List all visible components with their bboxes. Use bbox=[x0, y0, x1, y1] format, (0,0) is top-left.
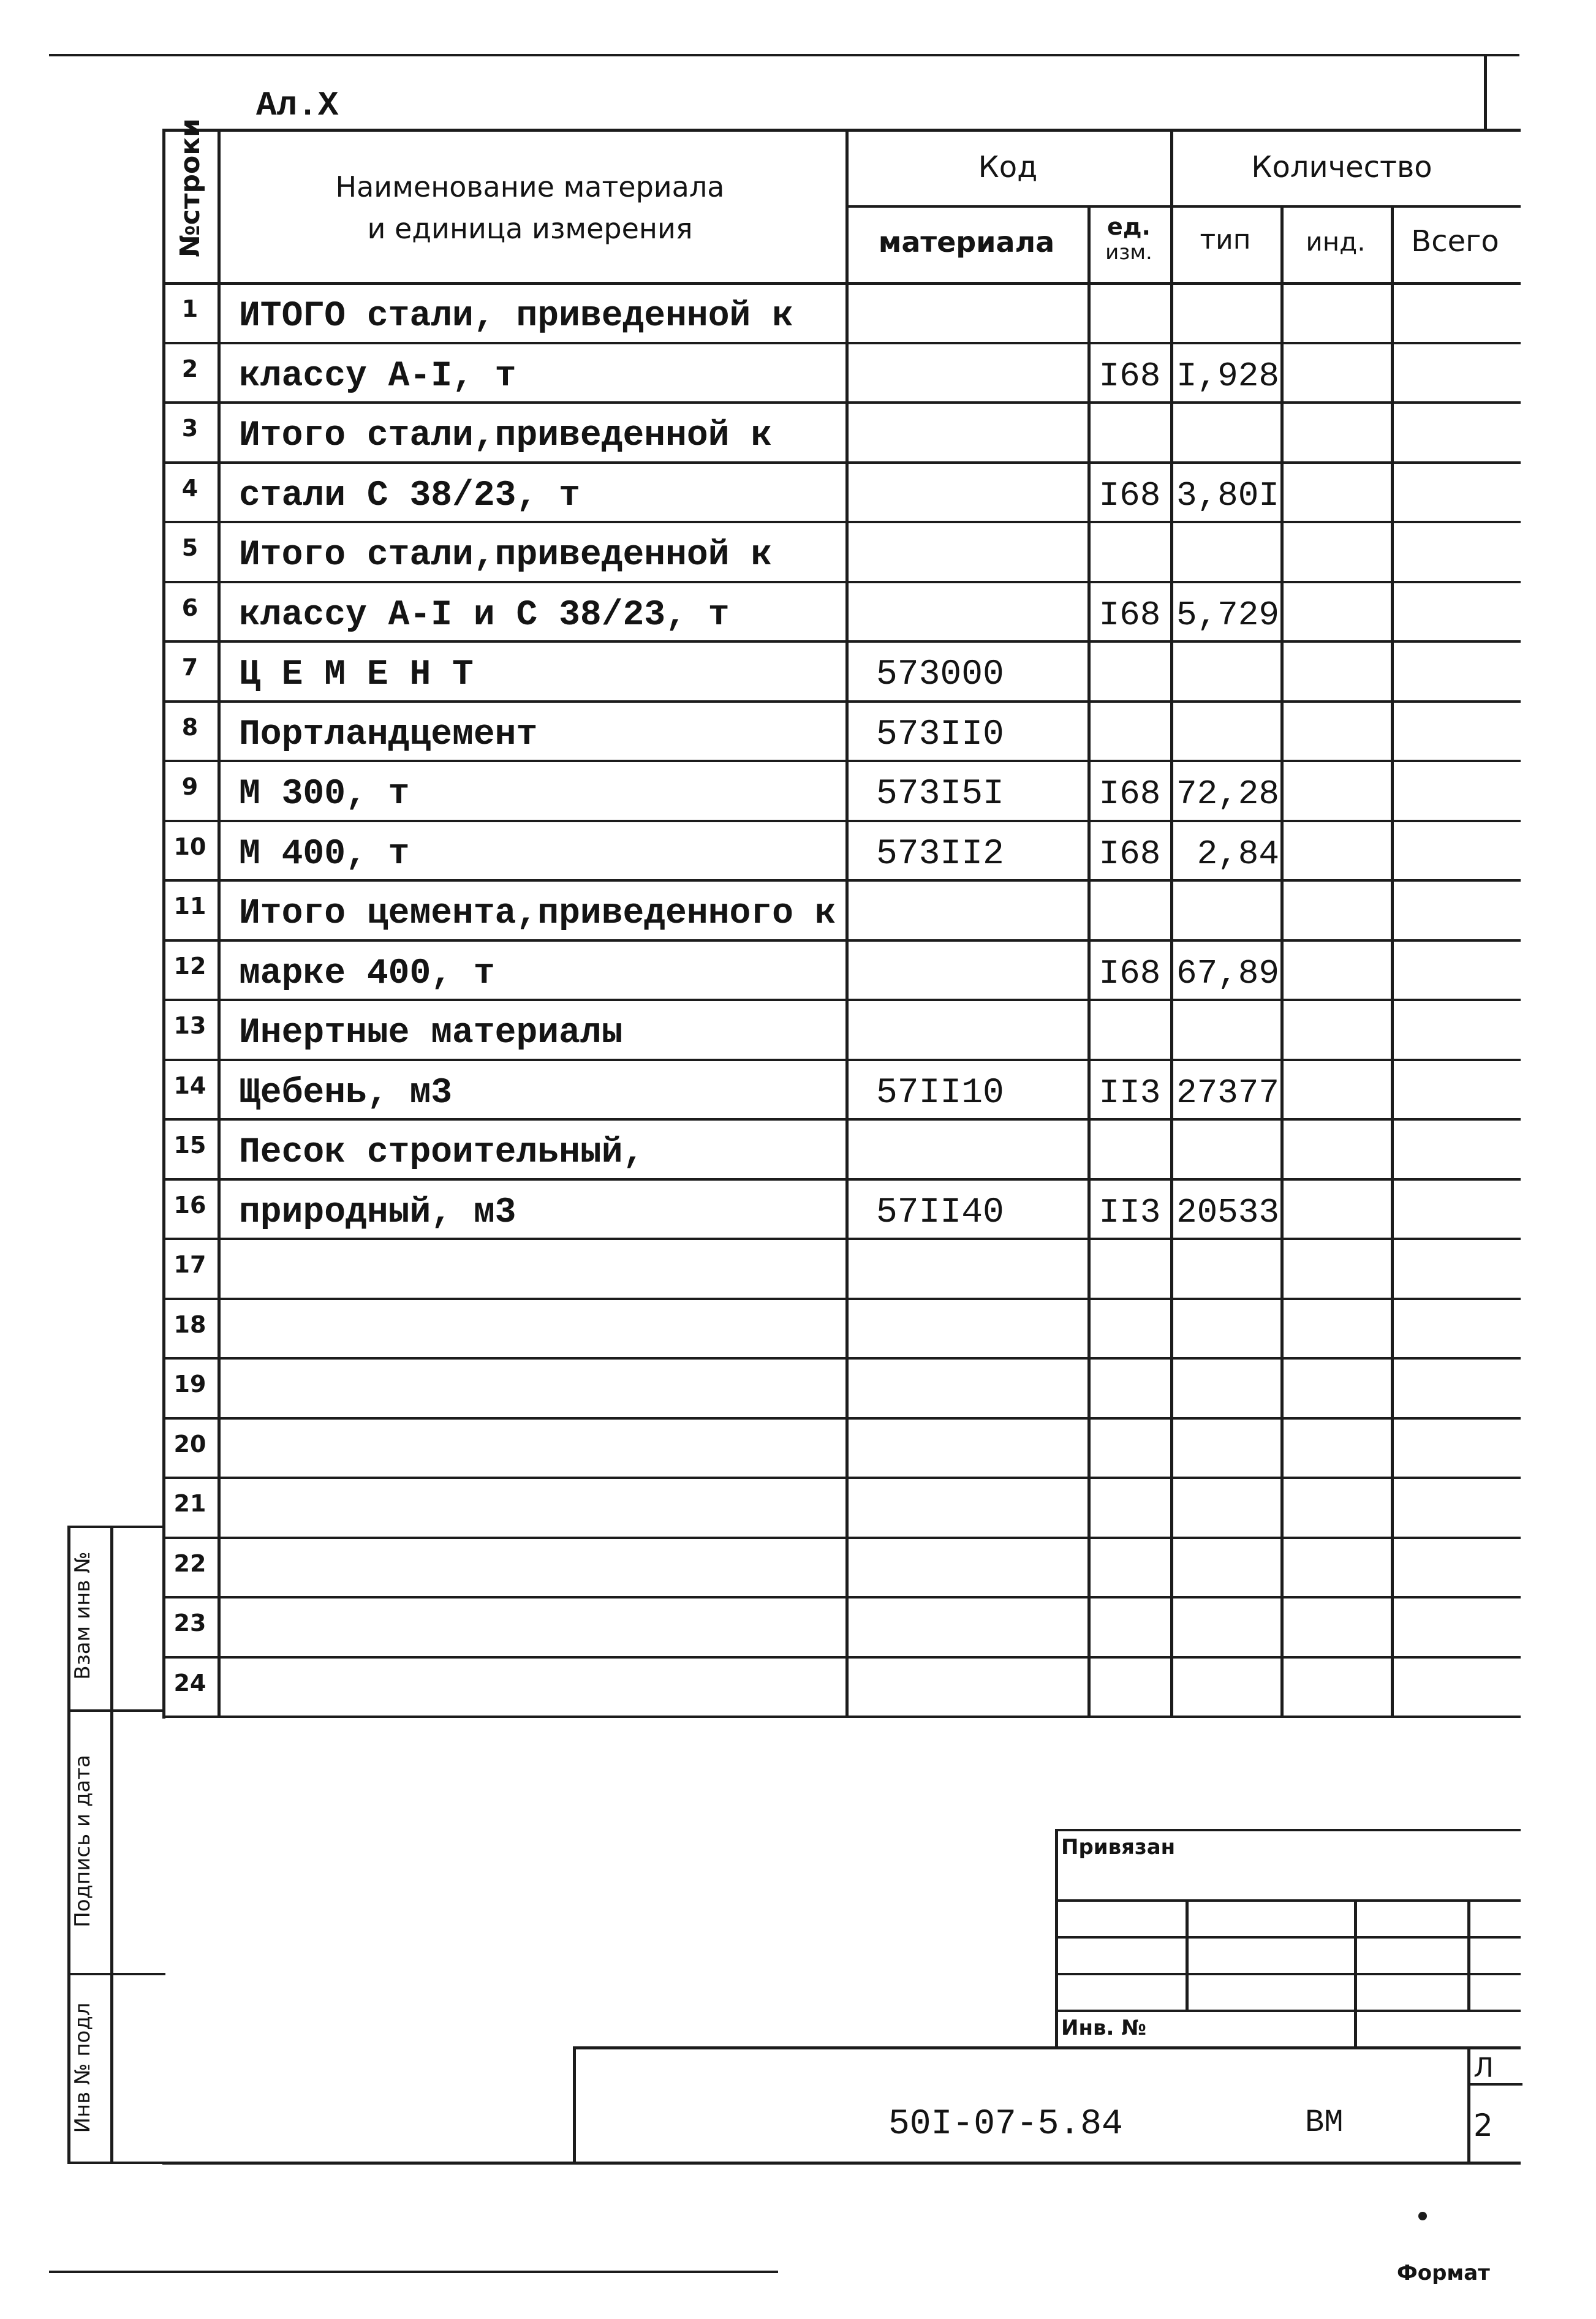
top-right-tick bbox=[1484, 56, 1487, 129]
side-stamp-div2 bbox=[67, 1973, 165, 1975]
row-code: 57II10 bbox=[876, 1073, 1004, 1113]
row-name: классу А-I и С 38/23, т bbox=[239, 595, 730, 635]
row-line bbox=[162, 1178, 1521, 1181]
row-line bbox=[162, 999, 1521, 1001]
format-label: Формат bbox=[1397, 2261, 1490, 2285]
doc-type: ВМ bbox=[1305, 2105, 1344, 2141]
row-name: природный, м3 bbox=[239, 1192, 516, 1233]
row-line bbox=[162, 700, 1521, 703]
row-name: ИТОГО стали, приведенной к bbox=[239, 297, 793, 336]
row-line bbox=[162, 1656, 1521, 1659]
titleblock-top-line bbox=[573, 2046, 1521, 2049]
row-code: 573I5I bbox=[876, 774, 1004, 814]
row-type: I,928 bbox=[1176, 356, 1279, 396]
row-unit: I68 bbox=[1099, 774, 1161, 814]
stamp-line-1 bbox=[1055, 1899, 1521, 1902]
top-border-line bbox=[49, 54, 1519, 56]
stamp-vline-3 bbox=[1467, 1899, 1470, 2010]
row-number: 10 bbox=[173, 833, 206, 860]
row-number: 11 bbox=[173, 893, 206, 920]
side-label-podpis: Подпись и дата bbox=[70, 1755, 95, 1927]
row-number: 17 bbox=[173, 1251, 206, 1278]
row-line bbox=[162, 581, 1521, 583]
footer-line bbox=[49, 2271, 778, 2273]
row-name: Итого стали,приведенной к bbox=[239, 535, 773, 575]
row-unit: I68 bbox=[1099, 953, 1161, 993]
row-number: 8 bbox=[181, 713, 199, 741]
titleblock-left-line bbox=[573, 2046, 576, 2163]
row-number: 22 bbox=[173, 1549, 206, 1577]
row-number: 24 bbox=[173, 1669, 206, 1697]
row-line bbox=[162, 1417, 1521, 1420]
stamp-vline-1 bbox=[1186, 1899, 1189, 2010]
row-name: классу А-I, т bbox=[239, 356, 516, 396]
row-code: 573II2 bbox=[876, 834, 1004, 874]
row-number: 14 bbox=[173, 1072, 206, 1099]
stamp-top-line bbox=[1055, 1829, 1521, 1831]
row-line bbox=[162, 1537, 1521, 1539]
row-number: 4 bbox=[181, 474, 199, 502]
header-name-line1: Наименование материала bbox=[335, 170, 725, 203]
row-type: 2,84 bbox=[1197, 834, 1279, 874]
header-name-line2: и единица измерения bbox=[367, 212, 693, 245]
side-label-vzam: Взам инв № bbox=[70, 1551, 95, 1680]
row-unit: I68 bbox=[1099, 834, 1161, 874]
header-code-unit-1: ед. bbox=[1107, 213, 1151, 240]
row-number: 9 bbox=[181, 773, 199, 800]
row-number: 19 bbox=[173, 1371, 206, 1398]
header-qty-type: тип bbox=[1200, 224, 1251, 255]
row-line bbox=[162, 1238, 1521, 1240]
row-name: Итого стали,приведенной к bbox=[239, 416, 773, 456]
row-name: стали С 38/23, т bbox=[239, 475, 580, 516]
row-name: М 400, т bbox=[239, 834, 410, 874]
row-number: 18 bbox=[173, 1311, 206, 1338]
row-unit: II3 bbox=[1099, 1073, 1161, 1113]
side-stamp-bottom bbox=[67, 2162, 165, 2164]
row-code: 57II40 bbox=[876, 1192, 1004, 1233]
doc-code: 50I-07-5.84 bbox=[888, 2105, 1123, 2144]
header-qty-total: Всего bbox=[1411, 224, 1499, 259]
row-name: Щебень, м3 bbox=[239, 1073, 453, 1113]
vline-type bbox=[1280, 205, 1284, 1716]
stamp-line-2 bbox=[1055, 1936, 1521, 1939]
row-line bbox=[162, 1118, 1521, 1121]
row-unit: II3 bbox=[1099, 1192, 1161, 1232]
row-name: марке 400, т bbox=[239, 953, 495, 994]
dot-mark bbox=[1418, 2212, 1427, 2220]
row-number: 12 bbox=[173, 952, 206, 980]
sheet-label: Ал.X bbox=[256, 86, 339, 125]
stamp-vline-2 bbox=[1354, 1899, 1357, 2046]
row-line bbox=[162, 461, 1521, 464]
header-bottom-line bbox=[162, 282, 1521, 285]
row-unit: I68 bbox=[1099, 595, 1161, 635]
row-line bbox=[162, 521, 1521, 523]
header-row-number: №строки bbox=[175, 118, 206, 257]
row-name: Инертные материалы bbox=[239, 1013, 623, 1053]
row-unit: I68 bbox=[1099, 356, 1161, 396]
row-line bbox=[162, 1298, 1521, 1300]
header-code-unit-2: изм. bbox=[1105, 240, 1152, 265]
row-line bbox=[162, 939, 1521, 942]
row-type: 3,80I bbox=[1176, 475, 1279, 515]
header-code-material: материала bbox=[878, 225, 1055, 259]
row-type: 67,89 bbox=[1176, 953, 1279, 993]
row-line bbox=[162, 879, 1521, 882]
row-name: Портландцемент bbox=[239, 714, 538, 755]
sheet-number: 2 bbox=[1473, 2108, 1493, 2143]
row-line bbox=[162, 640, 1521, 643]
side-label-inv-podl: Инв № подл bbox=[70, 2002, 95, 2133]
row-line bbox=[162, 401, 1521, 404]
row-unit: I68 bbox=[1099, 475, 1161, 515]
header-qty-ind: инд. bbox=[1306, 227, 1366, 257]
row-line bbox=[162, 820, 1521, 822]
row-number: 13 bbox=[173, 1012, 206, 1039]
row-name: Итого цемента,приведенного к bbox=[239, 894, 836, 934]
row-number: 1 bbox=[181, 295, 199, 322]
row-name: Песок строительный, bbox=[239, 1133, 645, 1173]
header-code-group: Код bbox=[978, 150, 1038, 184]
stamp-left-line bbox=[1055, 1829, 1058, 2049]
header-mid-line bbox=[845, 205, 1521, 208]
row-type: 72,28 bbox=[1176, 774, 1279, 814]
row-number: 6 bbox=[181, 594, 199, 621]
row-line bbox=[162, 1357, 1521, 1360]
row-type: 27377 bbox=[1176, 1073, 1279, 1113]
row-number: 20 bbox=[173, 1430, 206, 1458]
row-line bbox=[162, 760, 1521, 762]
row-number: 21 bbox=[173, 1490, 206, 1517]
stamp-line-4 bbox=[1055, 2010, 1521, 2012]
row-line bbox=[162, 1596, 1521, 1598]
row-line bbox=[162, 1477, 1521, 1479]
side-stamp-div1 bbox=[67, 1709, 165, 1712]
vline-ind bbox=[1391, 205, 1394, 1716]
row-type: 5,729 bbox=[1176, 595, 1279, 635]
row-name: М 300, т bbox=[239, 774, 410, 814]
side-stamp-inner-line bbox=[110, 1526, 113, 2163]
row-code: 573000 bbox=[876, 655, 1004, 695]
row-number: 16 bbox=[173, 1191, 206, 1219]
row-line bbox=[162, 1716, 1521, 1718]
stamp-line-3 bbox=[1055, 1973, 1521, 1975]
row-number: 3 bbox=[181, 415, 199, 442]
bottom-frame-line bbox=[162, 2162, 1521, 2165]
row-line bbox=[162, 342, 1521, 344]
row-type: 20533 bbox=[1176, 1192, 1279, 1232]
row-code: 573II0 bbox=[876, 714, 1004, 755]
row-number: 7 bbox=[181, 654, 199, 681]
titleblock-right-line bbox=[1467, 2046, 1470, 2163]
stamp-privyazan: Привязан bbox=[1061, 1835, 1176, 1859]
table-top-border bbox=[162, 129, 1521, 132]
row-number: 23 bbox=[173, 1610, 206, 1636]
row-name: Ц Е М Е Н Т bbox=[239, 655, 474, 695]
row-number: 5 bbox=[181, 534, 199, 561]
stamp-inv-no: Инв. № bbox=[1061, 2016, 1147, 2040]
sheet-letter: Л bbox=[1473, 2052, 1494, 2084]
header-qty-group: Количество bbox=[1251, 150, 1432, 184]
row-number: 2 bbox=[181, 355, 199, 382]
row-number: 15 bbox=[173, 1132, 206, 1159]
row-line bbox=[162, 1059, 1521, 1061]
